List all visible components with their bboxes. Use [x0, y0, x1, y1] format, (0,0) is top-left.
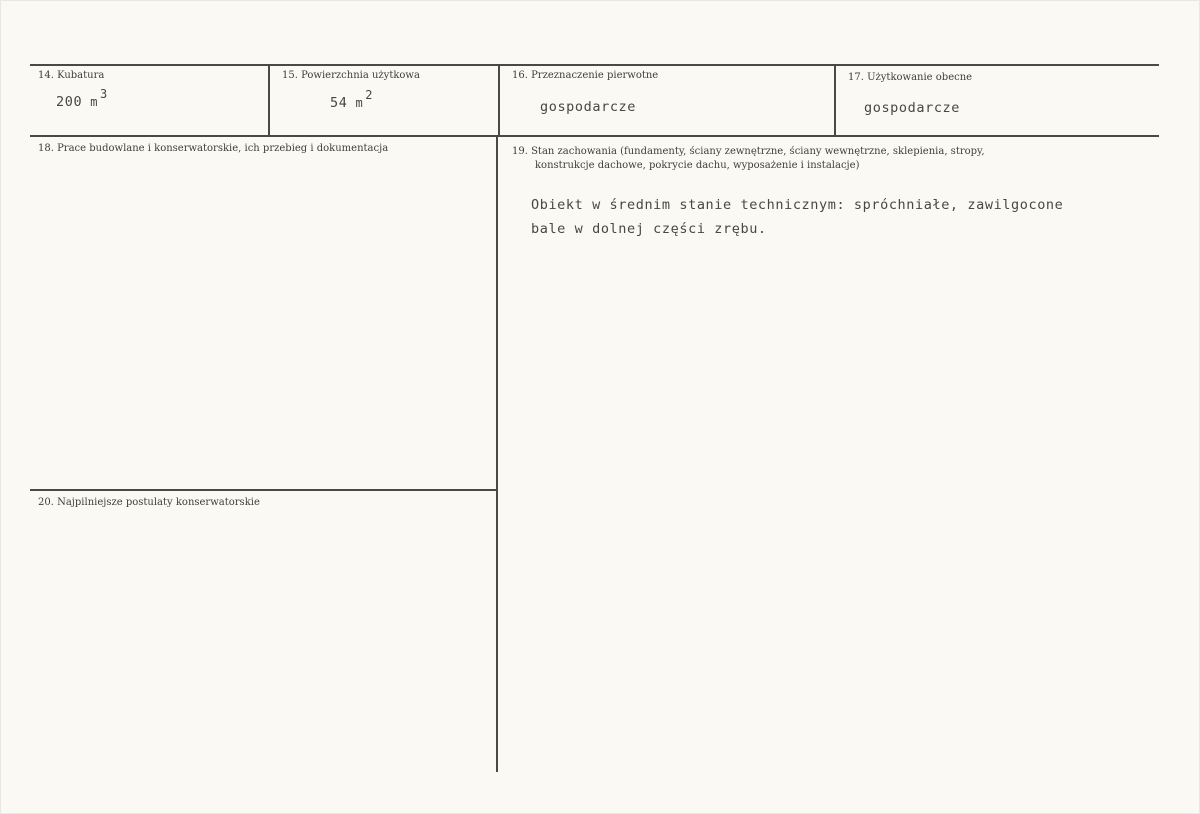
field-14-exponent: 3: [100, 87, 108, 101]
field-19-label-line-2: konstrukcje dachowe, pokrycie dachu, wyposażenie i instalacje): [535, 160, 860, 171]
field-14-number: 200: [56, 94, 83, 110]
field-14-label: 14. Kubatura: [38, 70, 105, 81]
field-19-label-line-1: 19. Stan zachowania (fundamenty, ściany zewnętrzne, ściany wewnętrzne, sklepienia, stropy,: [512, 146, 985, 157]
field-15-unit: m: [355, 96, 364, 110]
field-15-label: 15. Powierzchnia użytkowa: [282, 70, 420, 81]
field-19-text-line-1: Obiekt w średnim stanie technicznym: spróchniałe, zawilgocone: [531, 197, 1064, 213]
field-16-value: gospodarcze: [540, 99, 637, 115]
field-20-rule: [30, 489, 496, 491]
field-14-unit: m: [90, 95, 99, 109]
field-19-text-line-2: bale w dolnej części zrębu.: [531, 221, 767, 237]
field-15-exponent: 2: [365, 88, 374, 102]
field-16-label: 16. Przeznaczenie pierwotne: [512, 70, 659, 81]
divider-15-16: [498, 64, 500, 136]
field-20-label: 20. Najpilniejsze postulaty konserwatorskie: [38, 497, 260, 508]
field-18-label: 18. Prace budowlane i konserwatorskie, ich przebieg i dokumentacja: [38, 143, 389, 154]
field-15-value: [330, 88, 374, 111]
field-15-number: 54: [330, 95, 348, 111]
field-14-value: [56, 87, 108, 110]
divider-16-17: [834, 64, 836, 136]
row-rule: [30, 135, 1159, 137]
field-17-value: gospodarcze: [864, 100, 961, 116]
divider-14-15: [268, 64, 270, 136]
field-17-label: 17. Użytkowanie obecne: [848, 72, 973, 83]
top-rule: [30, 64, 1159, 66]
divider-18-19: [496, 136, 498, 772]
